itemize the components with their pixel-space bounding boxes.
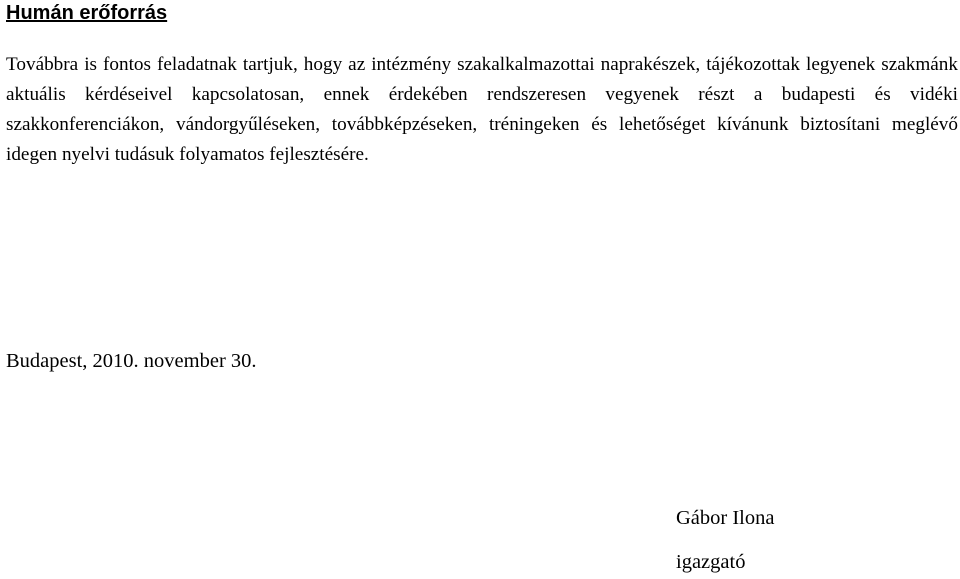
signer-name: Gábor Ilona: [676, 507, 775, 529]
section-heading: Humán erőforrás: [6, 2, 168, 24]
body-paragraph: Továbbra is fontos feladatnak tartjuk, hogy az intézmény szakalkalmazottai naprakészek, tájékozottak legyenek szakmánk aktuális kérdéseivel kapcsolatosan, ennek érdekében rendszeresen vegyenek részt a budapesti és vidéki szakkonferenciákon, vándorgyűléseken, továbbképzéseken, tréningeken és lehetőséget kívánunk biztosítani meglévő idegen nyelvi tudásuk folyamatos fejlesztésére.: [6, 54, 958, 165]
signer-title: igazgató: [676, 551, 746, 573]
place-date: Budapest, 2010. november 30.: [6, 350, 257, 372]
